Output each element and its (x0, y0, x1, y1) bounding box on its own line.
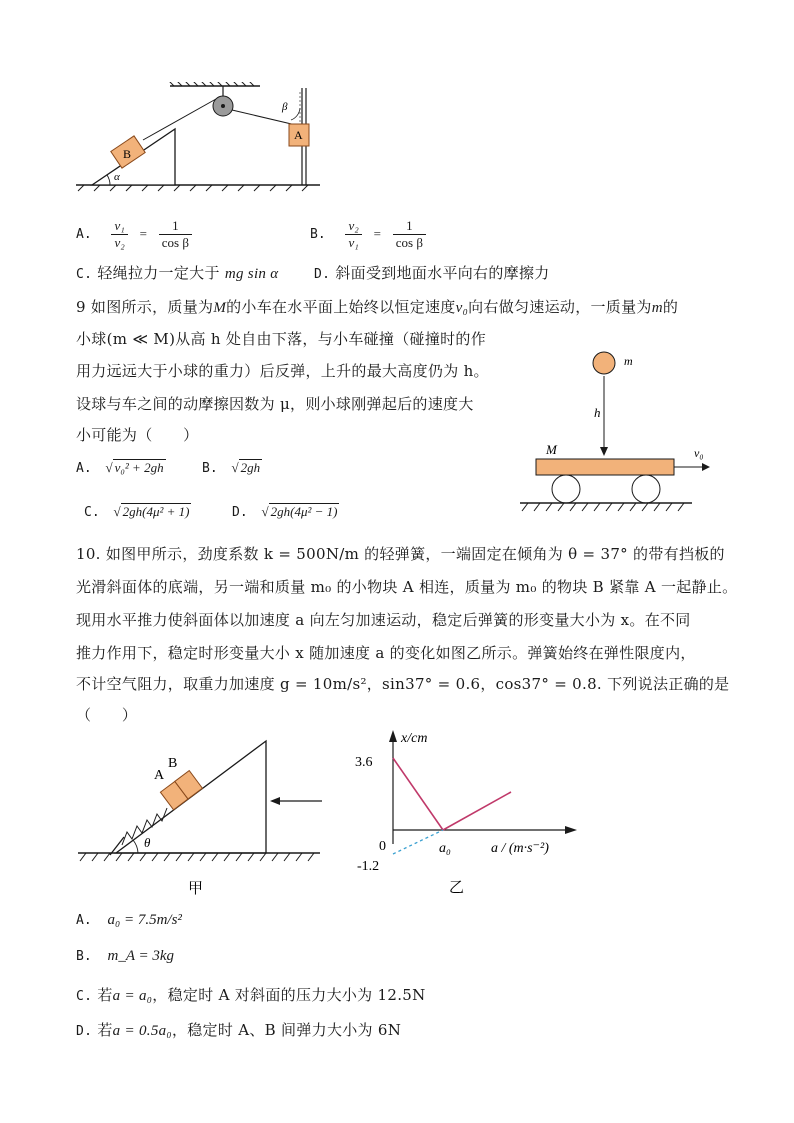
q10-option-a[interactable] (76, 912, 182, 929)
option-expr: 2gh(4μ² + 1) (122, 504, 190, 519)
q8-beta-label: β (282, 101, 288, 113)
q10-option-b[interactable] (76, 948, 174, 965)
option-expr: v₀² + 2gh (114, 460, 164, 475)
option-letter: B. (310, 227, 326, 242)
q9-text: 向右做匀速运动，一质量为 (468, 298, 652, 316)
q10-caption-yi: 乙 (449, 880, 465, 896)
q8-option-a[interactable]: A. $\frac{\text{v₁}}{\text{v₂}}$ = $\frac{1}{\text{cos β}}$ (76, 218, 192, 251)
option-text: ，稳定时 A、B 间弹力大小为 6N (171, 1021, 402, 1039)
frac-num: v₂ (345, 218, 361, 235)
q9-var-M: M (213, 300, 227, 316)
q9-option-d[interactable]: D. √ 2gh(4μ² − 1) (232, 504, 338, 520)
q10-figure-jia (70, 735, 330, 900)
option-text: 轻绳拉力一定大于 (97, 264, 220, 282)
q10-graph-xlabel: a / (m·s⁻²) (491, 841, 549, 856)
frac-den: v₂ (114, 235, 125, 250)
frac-num: 1 (159, 218, 192, 235)
q10-graph-a0: a₀ (439, 841, 451, 856)
option-letter: C. (76, 989, 93, 1004)
option-letter: D. (76, 1024, 93, 1039)
q10-block-b-label: B (168, 756, 178, 771)
frac-num: 1 (393, 218, 426, 235)
frac-den: v₁ (348, 235, 359, 250)
q9-var-v0: v₀ (455, 300, 469, 316)
q9-height-label: h (594, 405, 601, 420)
q9-option-c[interactable]: C. √ 2gh(4μ² + 1) (84, 504, 190, 520)
q10-line5: 不计空气阻力，取重力加速度 g = 10m/s²，sin37° = 0.6，cos37° = 0.8. 下列说法正确的是 (76, 675, 730, 693)
option-expr: 2gh(4μ² − 1) (270, 504, 338, 519)
option-text: ，稳定时 A 对斜面的压力大小为 12.5N (152, 986, 426, 1004)
q10-theta-label: θ (144, 835, 151, 850)
option-text: a₀ = 7.5m/s² (107, 912, 182, 928)
q10-figure-yi (345, 722, 585, 900)
q10-graph-ytick-bottom: -1.2 (357, 859, 380, 874)
option-letter: C. (84, 505, 100, 520)
q9-cart-label: M (546, 442, 557, 457)
frac-den: cos β (395, 235, 423, 250)
option-letter: A. (76, 913, 92, 928)
q9-text: 的小车在水平面上始终以恒定速度 (226, 298, 456, 316)
q9-figure (516, 345, 726, 525)
q9-line1 (76, 296, 678, 317)
option-prefix: 若 (97, 986, 113, 1004)
q10-option-c[interactable] (76, 984, 426, 1005)
q8-figure (70, 82, 330, 192)
option-math: mg sin α (224, 266, 279, 282)
q8-option-d[interactable] (314, 262, 550, 283)
q10-line2: 光滑斜面体的底端，另一端和质量 m₀ 的小物块 A 相连，质量为 m₀ 的物块 B 紧靠 A 一起静止。 (76, 578, 738, 596)
q10-line1: 10. 如图甲所示，劲度系数 k = 500N/m 的轻弹簧，一端固定在倾角为 θ = 37° 的带有挡板的 (76, 545, 725, 563)
option-math: a = 0.5a₀ (112, 1023, 172, 1039)
q9-line2: 小球(m ≪ M)从高 h 处自由下落，与小车碰撞（碰撞时的作 (76, 330, 487, 348)
option-letter: A. (76, 227, 92, 242)
q8-option-b[interactable]: B. $\frac{\text{v₂}}{\text{v₁}}$ = $\frac{1}{\text{cos β}}$ (310, 218, 426, 251)
q9-var-m: m (651, 300, 663, 316)
q10-option-d[interactable] (76, 1019, 401, 1040)
q8-block-a-label: A (294, 128, 303, 142)
q10-graph-ytick-top: 3.6 (355, 755, 373, 770)
q10-block-a-label: A (154, 768, 165, 783)
option-math: a = a₀ (112, 988, 153, 1004)
option-letter: A. (76, 461, 92, 476)
option-letter: B. (76, 949, 92, 964)
q10-caption-jia: 甲 (188, 881, 204, 897)
q10-graph-ylabel: x/cm (401, 731, 428, 746)
q9-text: 9 如图所示，质量为 (76, 298, 214, 316)
option-letter: C. (76, 267, 93, 282)
option-prefix: 若 (97, 1021, 113, 1039)
frac-den: cos β (161, 235, 189, 250)
option-letter: D. (314, 267, 331, 282)
q9-ball-label: m (624, 354, 633, 368)
option-letter: B. (202, 461, 218, 476)
q9-option-b[interactable]: B. √ 2gh (202, 460, 261, 476)
q10-line3: 现用水平推力使斜面体以加速度 a 向左匀加速运动，稳定后弹簧的形变量大小为 x。在不同 (76, 611, 691, 629)
q9-line4: 设球与车之间的动摩擦因数为 μ，则小球刚弹起后的速度大 (76, 395, 474, 413)
q9-option-a[interactable]: A. √ v₀² + 2gh (76, 460, 164, 476)
option-expr: 2gh (240, 460, 261, 475)
q9-line5: 小可能为（ ） (76, 426, 199, 444)
q9-line3: 用力远远大于小球的重力）后反弹，上升的最大高度仍为 h。 (76, 362, 489, 380)
q10-graph-ytick-zero: 0 (379, 839, 386, 854)
option-text: m_A = 3kg (107, 948, 174, 964)
q9-text: 的 (662, 298, 679, 316)
frac-num: v₁ (111, 218, 127, 235)
q10-line4: 推力作用下，稳定时形变量大小 x 随加速度 a 的变化如图乙所示。弹簧始终在弹性限度内， (76, 644, 696, 662)
q10-line6: （ ） (76, 706, 138, 724)
q9-velocity-label: v₀ (694, 446, 704, 460)
q8-option-c[interactable] (76, 262, 278, 283)
option-text: 斜面受到地面水平向右的摩擦力 (335, 264, 550, 282)
q8-block-b-label: B (123, 147, 132, 161)
option-letter: D. (232, 505, 248, 520)
q8-alpha-label: α (114, 171, 120, 183)
